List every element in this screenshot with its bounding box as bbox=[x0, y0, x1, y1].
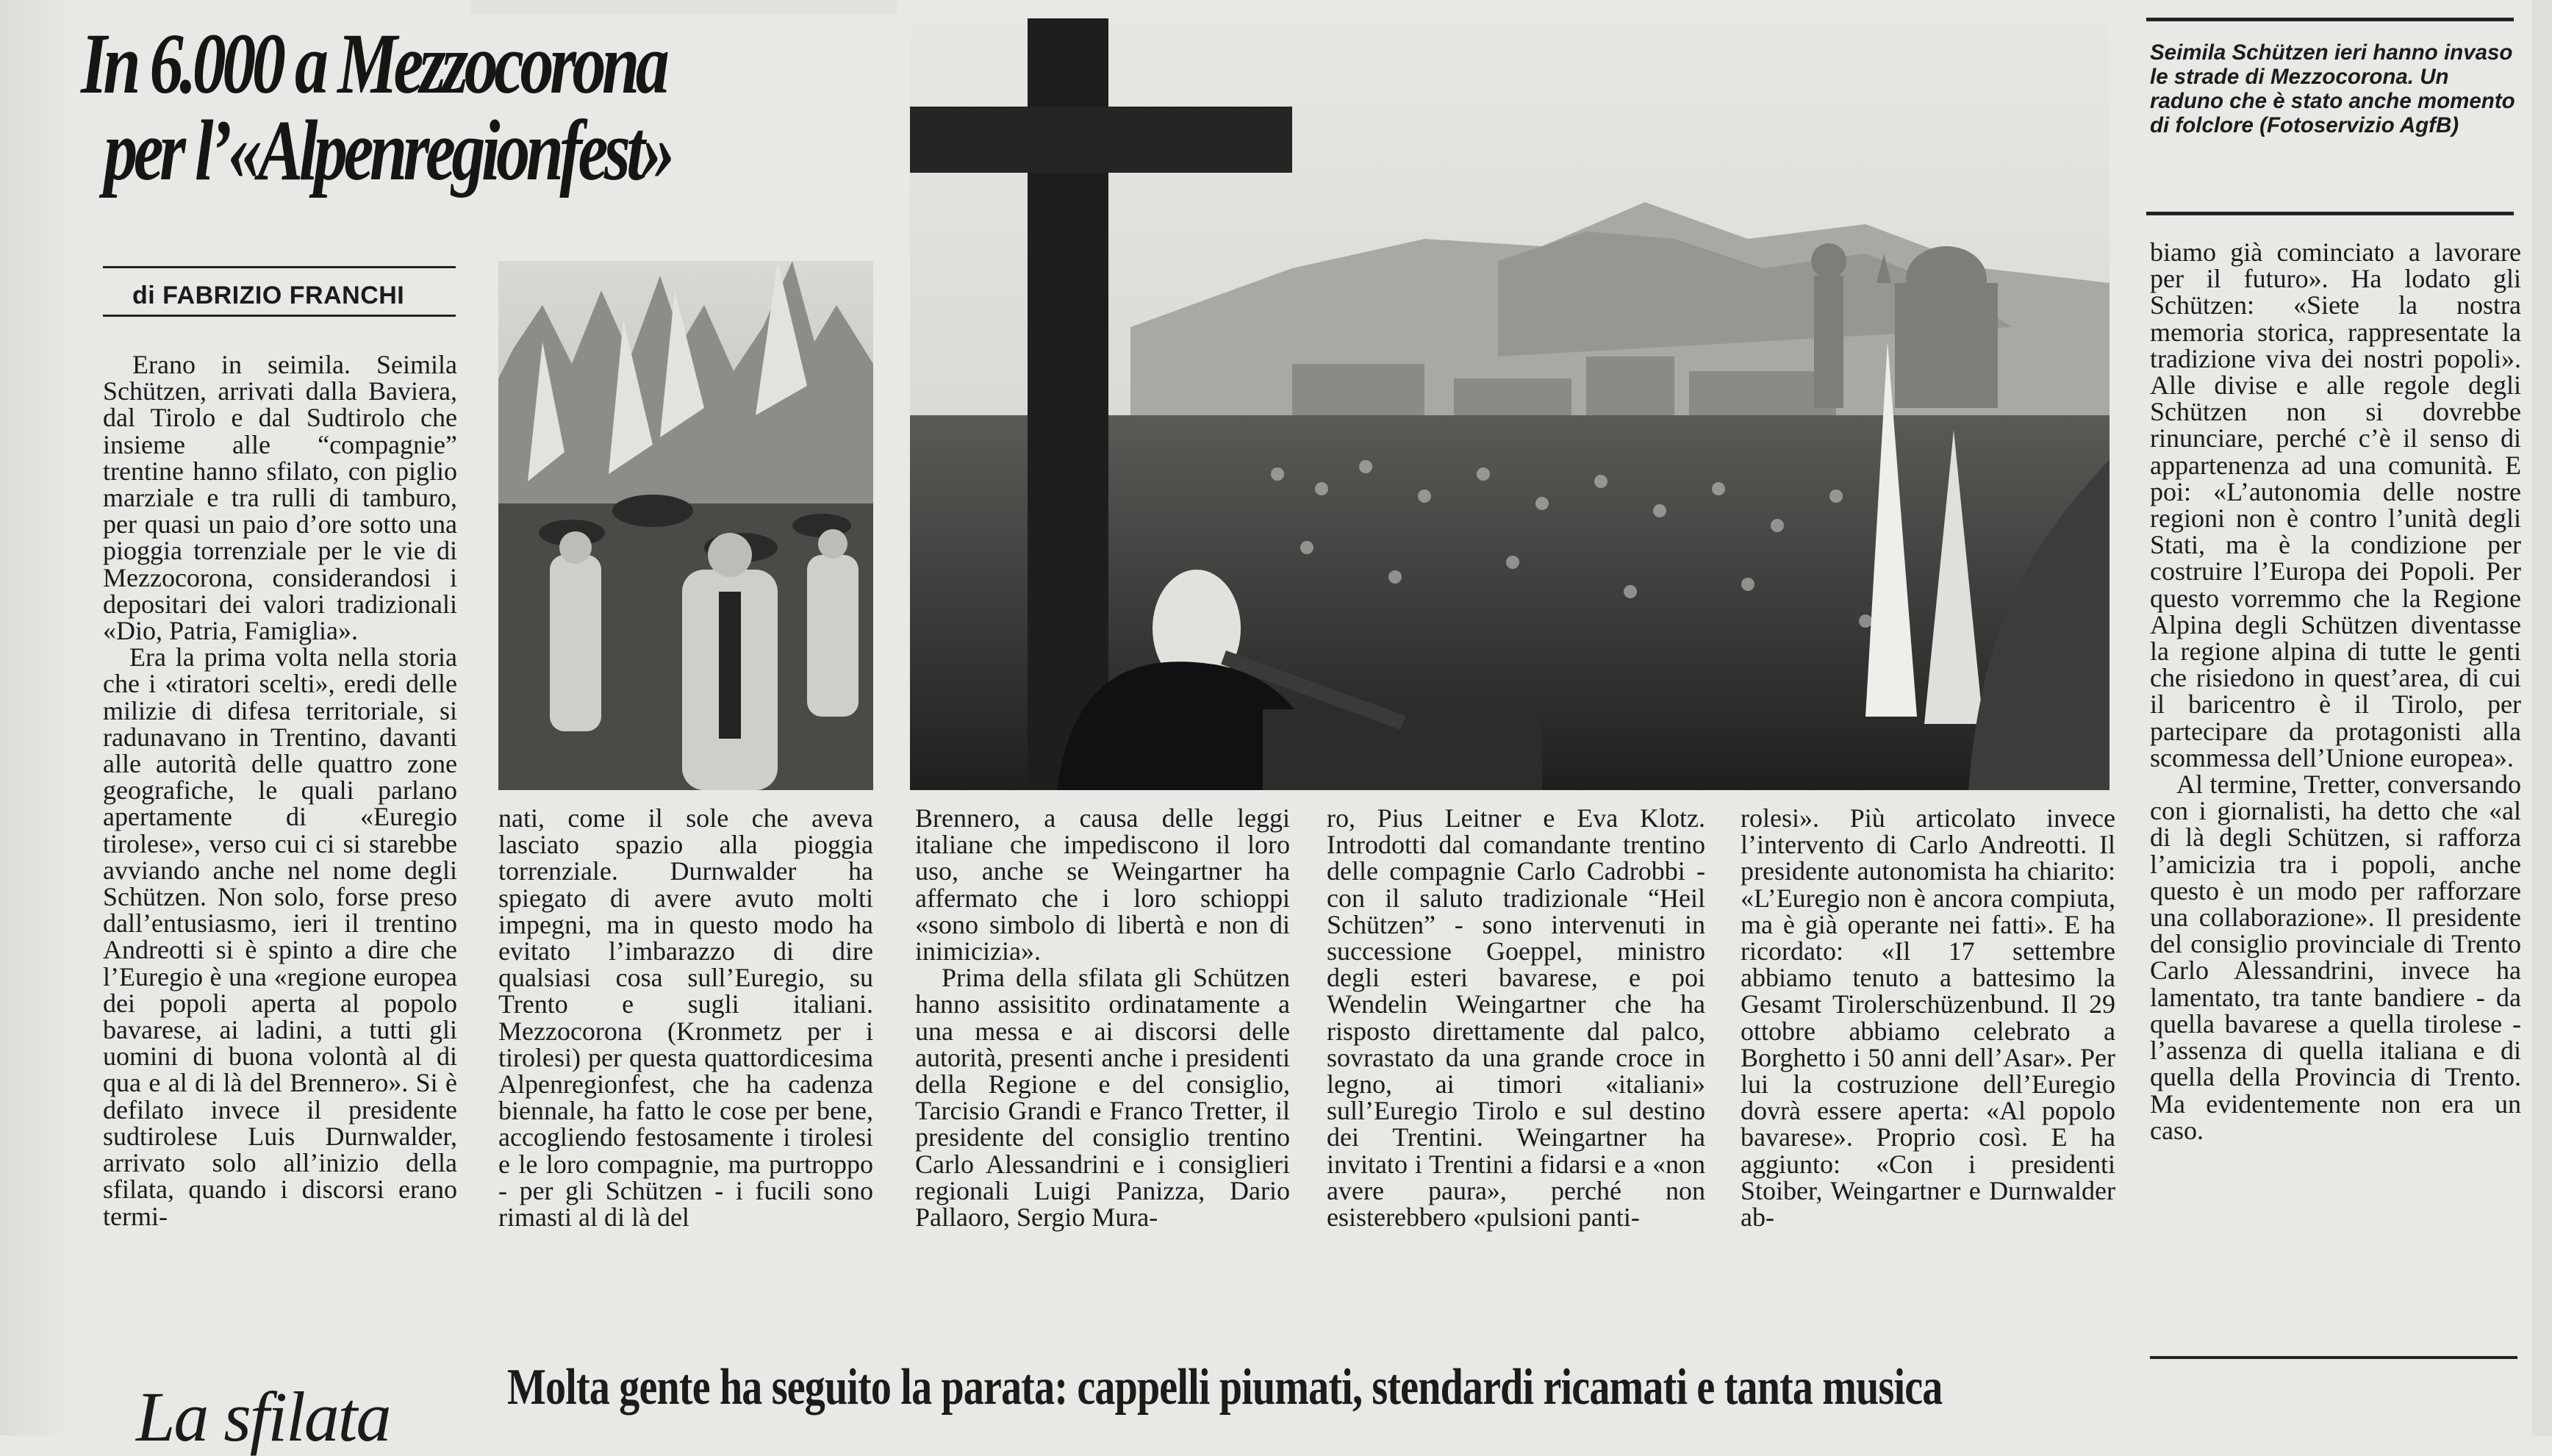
article-headline bbox=[81, 15, 723, 198]
byline-rule-bottom bbox=[103, 315, 456, 317]
paragraph: ro, Pius Leitner e Eva Klotz. Introdotti dal comandante trentino delle compagnie Carlo Cadrobbi - con il saluto tradizionale “Heil Schützen” - sono intervenuti in successione Goeppel, ministro degli esteri bavarese, e poi Wendelin Weingartner che ha risposto direttamente dal palco, sovrastato da una grande croce in legno, ai timori «italiani» sull’Euregio Tirolo e sul destino dei Trentini. Weingartner ha invitato i Trentini a fidarsi e a «non avere paura», perché non esisterebbero «pulsioni panti- bbox=[1327, 805, 1705, 1233]
photo-crowd-image bbox=[910, 18, 2110, 790]
photo-march-image bbox=[498, 261, 873, 790]
article-column-2 bbox=[498, 805, 873, 1319]
paragraph: rolesi». Più articolato invece l’intervento di Carlo Andreotti. Il presidente autonomista ha chiarito: «L’Euregio non è ancora compiuta, ma è già operante nei fatti». E ha ricordato: «Il 17 settembre abbiamo tenuto a battesimo la Gesamt Tirolerschüzenbund. Il 29 ottobre abbiamo celebrato a Borghetto i 50 anni dell’Asar». Per lui la costruzione dell’Euregio dovrà essere aperta: «Al popolo bavarese». Proprio così. E ha aggiunto: «Con i presidenti Stoiber, Weingartner e Durnwalder ab- bbox=[1741, 805, 2115, 1233]
left-margin-bleed bbox=[0, 0, 74, 1435]
article-column-1 bbox=[103, 351, 457, 1314]
paragraph: Erano in seimila. Seimila Schützen, arrivati dalla Baviera, dal Tirolo e dal Sudtirolo che insieme alle “compagnie” trentine hanno sfilato, con piglio marziale e tra rulli di tamburo, per quasi un paio d’ore sotto una pioggia torrenziale per le vie di Mezzocorona, considerandosi i depositari dei valori tradizionali «Dio, Patria, Famiglia». bbox=[103, 351, 457, 646]
paragraph: Era la prima volta nella storia che i «tiratori scelti», eredi delle milizie di difesa territoriale, si radunavano in Trentino, davanti alle autorità delle quattro zone geografiche, le quali parlano apertamente di «Euregio tirolese», verso cui ci si starebbe avviando anche nel nome degli Schützen. Non solo, forse preso dall’entusiasmo, ieri il trentino Andreotti si è spinto a dire che l’Euregio è una «regione europea dei popoli aperta al popolo bavarese, ai ladini, a tutti gli uomini di buona volontà al di qua e al di là del Brennero». Si è defilato invece il presidente sudtirolese Luis Durnwalder, arrivato solo all’inizio della sfilata, quando i discorsi erano termi- bbox=[103, 642, 457, 1231]
bottom-rule bbox=[2150, 1356, 2517, 1359]
right-column-strip bbox=[2532, 0, 2552, 1435]
article-column-3 bbox=[915, 805, 1290, 1319]
secondary-headline: Molta gente ha seguito la parata: cappelli piumati, stendardi ricamati e tanta musica bbox=[507, 1359, 1943, 1416]
photo-schuetzen-march bbox=[498, 261, 873, 790]
caption-rule-bottom bbox=[2146, 212, 2514, 215]
paragraph: nati, come il sole che aveva lasciato spazio alla pioggia torrenziale. Durnwalder ha spiegato di avere avuto molti impegni, ma in questo modo ha evitato l’imbarazzo di dire qualsiasi cosa sull’Euregio, su Trento e sugli italiani. Mezzocorona (Kronmetz per i tirolesi) per questa quattordicesima Alpenregionfest, che ha cadenza biennale, ha fatto le cose per bene, accogliendo festosamente i tirolesi e le loro compagnie, ma purtroppo - per gli Schützen - i fucili sono rimasti al di là del bbox=[498, 805, 873, 1233]
article-column-5 bbox=[1741, 805, 2115, 1319]
caption-rule-top bbox=[2146, 18, 2514, 21]
paragraph: biamo già cominciato a lavorare per il futuro». Ha lodato gli Schützen: «Siete la nostra memoria storica, rappresentate la tradizione viva dei nostri popoli». Alle divise e alle regole degli Schützen non si dovrebbe rinunciare, perché c’è il senso di appartenenza ad una comunità. E poi: «L’autonomia delle nostre regioni non è contro l’unità degli Stati, ma è la condizione per costruire l’Europa dei Popoli. Per questo vorremmo che la Regione Alpina degli Schützen diventasse la regione alpina di tutte le genti che risiedono in quest’area, di cui il baricentro è il Tirolo, per partecipare da protagonisti alla scommessa dell’Unione europea». bbox=[2150, 239, 2521, 772]
headline-line-2: per l’«Alpenregionfest» bbox=[104, 102, 671, 198]
article-column-4 bbox=[1327, 805, 1705, 1319]
photo-cross-crowd bbox=[910, 18, 2110, 790]
sfilata-headline: La sfilata bbox=[136, 1377, 390, 1456]
headline-line-1: In 6.000 a Mezzocorona bbox=[81, 15, 666, 112]
upper-strip-shadow bbox=[470, 0, 897, 15]
byline: di FABRIZIO FRANCHI bbox=[132, 281, 405, 309]
photo-caption: Seimila Schützen ieri hanno invaso le strade di Mezzocorona. Un raduno che è stato anche momento di folclore (Fotoservizio AgfB) bbox=[2150, 40, 2515, 137]
article-column-6 bbox=[2150, 239, 2521, 1301]
byline-rule-top bbox=[103, 266, 456, 268]
paragraph: Prima della sfilata gli Schützen hanno assisitito ordinatamente a una messa e ai discorsi delle autorità, presenti anche i presidenti della Regione e del consiglio, Tarcisio Grandi e Franco Tretter, il presidente del consiglio trentino Carlo Alessandrini e i consiglieri regionali Luigi Panizza, Dario Pallaoro, Sergio Mura- bbox=[915, 963, 1290, 1233]
paragraph: Brennero, a causa delle leggi italiane che impediscono il loro uso, anche se Weingartner ha affermato che i loro schioppi «sono simbolo di libertà e non di inimicizia». bbox=[915, 805, 1290, 967]
paragraph: Al termine, Tretter, conversando con i giornalisti, ha detto che «al di là degli Schützen, si rafforza l’amicizia tra i popoli, anche questo è un modo per rafforzare una collaborazione». Il presidente del consiglio provinciale di Trento Carlo Alessandrini, invece ha lamentato, tra tante bandiere - da quella bavarese a quella tirolese - l’assenza di quella italiana e di quella della Provincia di Trento. Ma evidentemente non era un caso. bbox=[2150, 770, 2521, 1145]
